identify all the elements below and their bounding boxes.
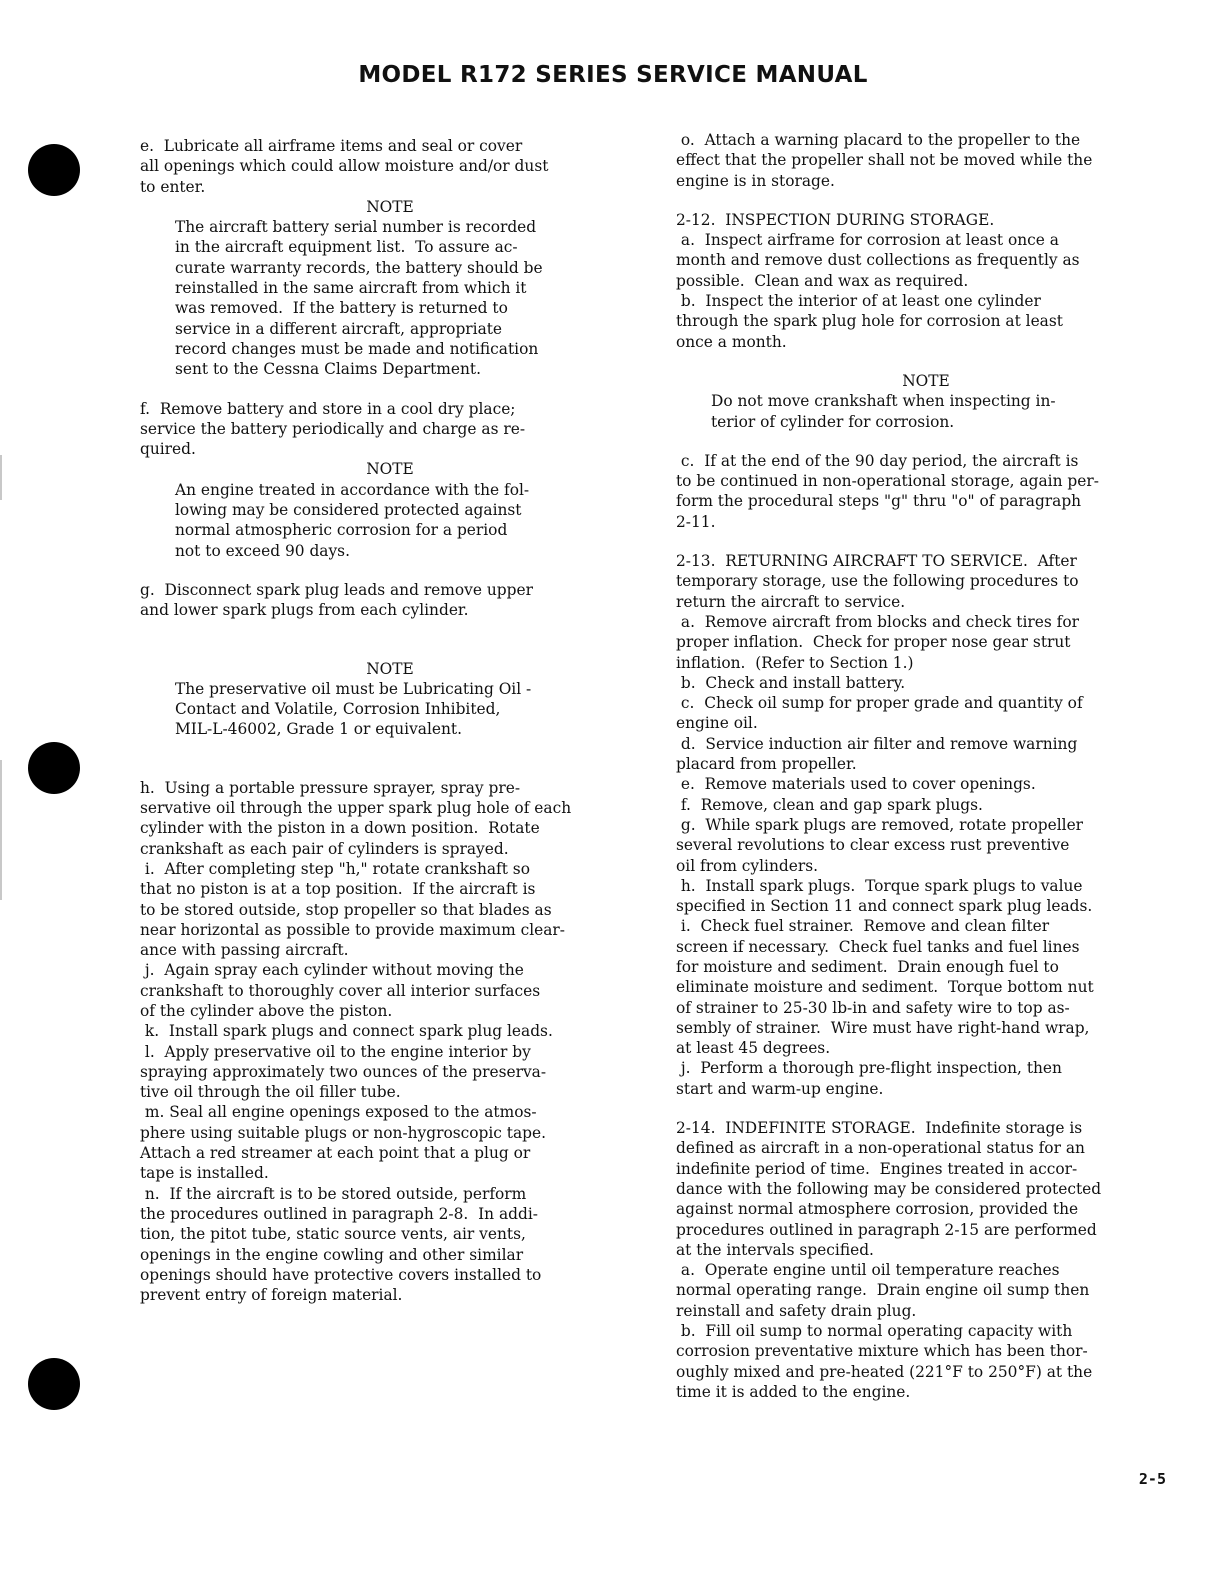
text-line: effect that the propeller shall not be moved while the: [676, 151, 1093, 170]
text-line: dance with the following may be considered protected: [676, 1179, 1102, 1198]
text-line: to be continued in non-operational storage, again per-: [676, 472, 1099, 491]
note-heading: NOTE: [366, 197, 414, 216]
note-text-line: record changes must be made and notification: [175, 339, 539, 358]
text-line: of the cylinder above the piston.: [140, 1001, 393, 1020]
text-line: several revolutions to clear excess rust preventive: [676, 836, 1070, 855]
text-line: reinstall and safety drain plug.: [676, 1301, 917, 1320]
text-line: to be stored outside, stop propeller so that blades as: [140, 900, 552, 919]
text-line: that no piston is at a top position. If the aircraft is: [140, 880, 536, 899]
text-line: servative oil through the upper spark plug hole of each: [140, 799, 572, 818]
text-line: tive oil through the oil filler tube.: [140, 1083, 401, 1102]
text-line: at least 45 degrees.: [676, 1039, 831, 1058]
text-line: month and remove dust collections as frequently as: [676, 251, 1080, 270]
text-line: tape is installed.: [140, 1164, 269, 1183]
text-line: of strainer to 25-30 lb-in and safety wire to top as-: [676, 998, 1070, 1017]
text-line: quired.: [140, 440, 196, 459]
note-heading: NOTE: [366, 659, 414, 678]
text-line: Attach a red streamer at each point that a plug or: [140, 1144, 531, 1163]
text-line: d. Service induction air filter and remove warning: [676, 734, 1078, 753]
page-title: MODEL R172 SERIES SERVICE MANUAL: [358, 62, 868, 88]
scan-edge-mark: [0, 455, 2, 500]
spacer: [140, 621, 640, 659]
text-line: ance with passing aircraft.: [140, 941, 349, 960]
text-line: screen if necessary. Check fuel tanks and fuel lines: [676, 937, 1080, 956]
text-line: tion, the pitot tube, static source vents, air vents,: [140, 1225, 526, 1244]
text-line: 2-14. INDEFINITE STORAGE. Indefinite storage is: [676, 1119, 1083, 1138]
text-line: for moisture and sediment. Drain enough fuel to: [676, 957, 1059, 976]
binder-hole: [28, 144, 80, 196]
text-line: possible. Clean and wax as required.: [676, 271, 969, 290]
spacer: [140, 561, 640, 580]
text-line: crankshaft to thoroughly cover all interior surfaces: [140, 981, 541, 1000]
text-line: through the spark plug hole for corrosion at least: [676, 312, 1063, 331]
text-line: phere using suitable plugs or non-hygroscopic tape.: [140, 1123, 546, 1142]
text-line: eliminate moisture and sediment. Torque bottom nut: [676, 978, 1094, 997]
text-line: l. Apply preservative oil to the engine interior by: [140, 1042, 531, 1061]
text-line: b. Inspect the interior of at least one cylinder: [676, 292, 1041, 311]
text-line: and lower spark plugs from each cylinder.: [140, 601, 469, 620]
note-text-line: Contact and Volatile, Corrosion Inhibited,: [175, 700, 501, 719]
text-line: placard from propeller.: [676, 755, 857, 774]
note-text-line: not to exceed 90 days.: [175, 541, 350, 560]
text-line: start and warm-up engine.: [676, 1079, 884, 1098]
text-line: b. Check and install battery.: [676, 673, 906, 692]
text-line: 2-11.: [676, 512, 716, 531]
text-line: corrosion preventative mixture which has been thor-: [676, 1342, 1088, 1361]
spacer: [676, 352, 1176, 371]
text-line: o. Attach a warning placard to the propeller to the: [676, 131, 1081, 149]
text-line: h. Install spark plugs. Torque spark plugs to value: [676, 876, 1083, 895]
text-line: proper inflation. Check for proper nose gear strut: [676, 633, 1071, 652]
text-line: engine oil.: [676, 714, 758, 733]
text-line: a. Remove aircraft from blocks and check tires for: [676, 612, 1079, 631]
text-line: j. Again spray each cylinder without moving the: [140, 961, 524, 980]
note-text-line: Do not move crankshaft when inspecting in-: [711, 392, 1056, 411]
note-text-line: in the aircraft equipment list. To assure ac-: [175, 238, 518, 257]
spacer: [140, 380, 640, 399]
text-line: j. Perform a thorough pre-flight inspection, then: [676, 1059, 1062, 1078]
text-line: form the procedural steps "g" thru "o" of paragraph: [676, 492, 1082, 511]
text-line: specified in Section 11 and connect spark plug leads.: [676, 897, 1093, 916]
note-text-line: reinstalled in the same aircraft from which it: [175, 279, 527, 298]
text-line: cylinder with the piston in a down position. Rotate: [140, 819, 540, 838]
text-line: g. While spark plugs are removed, rotate propeller: [676, 815, 1084, 834]
text-line: service the battery periodically and charge as re-: [140, 419, 526, 438]
binder-hole: [28, 742, 80, 794]
text-line: time it is added to the engine.: [676, 1382, 911, 1401]
note-text-line: service in a different aircraft, appropriate: [175, 319, 503, 338]
text-line: prevent entry of foreign material.: [140, 1286, 403, 1305]
text-line: b. Fill oil sump to normal operating capacity with: [676, 1322, 1073, 1341]
text-line: temporary storage, use the following procedures to: [676, 572, 1079, 591]
text-line: f. Remove, clean and gap spark plugs.: [676, 795, 983, 814]
text-line: i. After completing step "h," rotate crankshaft so: [140, 859, 530, 878]
text-line: c. If at the end of the 90 day period, the aircraft is: [676, 451, 1079, 470]
text-line: once a month.: [676, 332, 787, 351]
text-line: indefinite period of time. Engines treated in accor-: [676, 1159, 1078, 1178]
text-line: oil from cylinders.: [676, 856, 818, 875]
text-line: n. If the aircraft is to be stored outside, perform: [140, 1184, 527, 1203]
text-line: defined as aircraft in a non-operational status for an: [676, 1139, 1085, 1158]
text-line: e. Lubricate all airframe items and seal or cover: [140, 137, 523, 155]
text-line: f. Remove battery and store in a cool dry place;: [140, 399, 516, 418]
spacer: [676, 191, 1176, 210]
text-line: i. Check fuel strainer. Remove and clean filter: [676, 917, 1050, 936]
note-text-line: An engine treated in accordance with the fol-: [175, 480, 530, 499]
text-line: against normal atmosphere corrosion, provided the: [676, 1200, 1079, 1219]
text-line: to enter.: [140, 177, 206, 196]
text-line: h. Using a portable pressure sprayer, spray pre-: [140, 778, 521, 797]
binder-hole: [28, 1358, 80, 1410]
note-text-line: The preservative oil must be Lubricating Oil -: [175, 679, 532, 698]
note-text-line: lowing may be considered protected against: [175, 501, 522, 520]
text-line: near horizontal as possible to provide maximum clear-: [140, 920, 565, 939]
text-line: normal operating range. Drain engine oil sump then: [676, 1281, 1090, 1300]
scan-edge-mark: [0, 760, 2, 900]
note-text-line: normal atmospheric corrosion for a period: [175, 521, 508, 540]
text-line: the procedures outlined in paragraph 2-8. In addi-: [140, 1204, 538, 1223]
text-line: engine is in storage.: [676, 171, 835, 190]
text-line: all openings which could allow moisture and/or dust: [140, 157, 549, 176]
note-text-line: curate warranty records, the battery should be: [175, 258, 543, 277]
note-text-line: was removed. If the battery is returned to: [175, 299, 508, 318]
left-column: [140, 136, 640, 1305]
spacer: [140, 740, 640, 778]
text-line: k. Install spark plugs and connect spark plug leads.: [140, 1022, 553, 1041]
text-line: at the intervals specified.: [676, 1240, 874, 1259]
spacer: [676, 1099, 1176, 1118]
spacer: [676, 432, 1176, 451]
text-line: sembly of strainer. Wire must have right-hand wrap,: [676, 1018, 1090, 1037]
note-text-line: sent to the Cessna Claims Department.: [175, 360, 481, 379]
text-line: openings in the engine cowling and other similar: [140, 1245, 524, 1264]
text-line: 2-12. INSPECTION DURING STORAGE.: [676, 210, 995, 229]
text-line: c. Check oil sump for proper grade and quantity of: [676, 694, 1083, 713]
note-heading: NOTE: [366, 460, 414, 479]
text-line: openings should have protective covers installed to: [140, 1265, 542, 1284]
note-text-line: MIL-L-46002, Grade 1 or equivalent.: [175, 720, 462, 739]
text-line: e. Remove materials used to cover openings.: [676, 775, 1036, 794]
note-text-line: The aircraft battery serial number is recorded: [175, 218, 537, 237]
text-line: oughly mixed and pre-heated (221°F to 250°F) at the: [676, 1362, 1093, 1381]
text-line: a. Inspect airframe for corrosion at least once a: [676, 231, 1059, 250]
right-column: [676, 130, 1176, 1402]
note-text-line: terior of cylinder for corrosion.: [711, 412, 955, 431]
page-number: 2-5: [1138, 1470, 1166, 1488]
text-line: 2-13. RETURNING AIRCRAFT TO SERVICE. After: [676, 552, 1077, 571]
text-line: return the aircraft to service.: [676, 592, 906, 611]
text-line: a. Operate engine until oil temperature reaches: [676, 1261, 1060, 1280]
text-line: procedures outlined in paragraph 2-15 are performed: [676, 1220, 1097, 1239]
text-line: spraying approximately two ounces of the preserva-: [140, 1062, 547, 1081]
spacer: [676, 532, 1176, 551]
text-line: inflation. (Refer to Section 1.): [676, 653, 914, 672]
text-line: g. Disconnect spark plug leads and remove upper: [140, 580, 533, 599]
note-heading: NOTE: [902, 371, 950, 390]
text-line: m. Seal all engine openings exposed to the atmos-: [140, 1103, 537, 1122]
text-line: crankshaft as each pair of cylinders is sprayed.: [140, 839, 509, 858]
